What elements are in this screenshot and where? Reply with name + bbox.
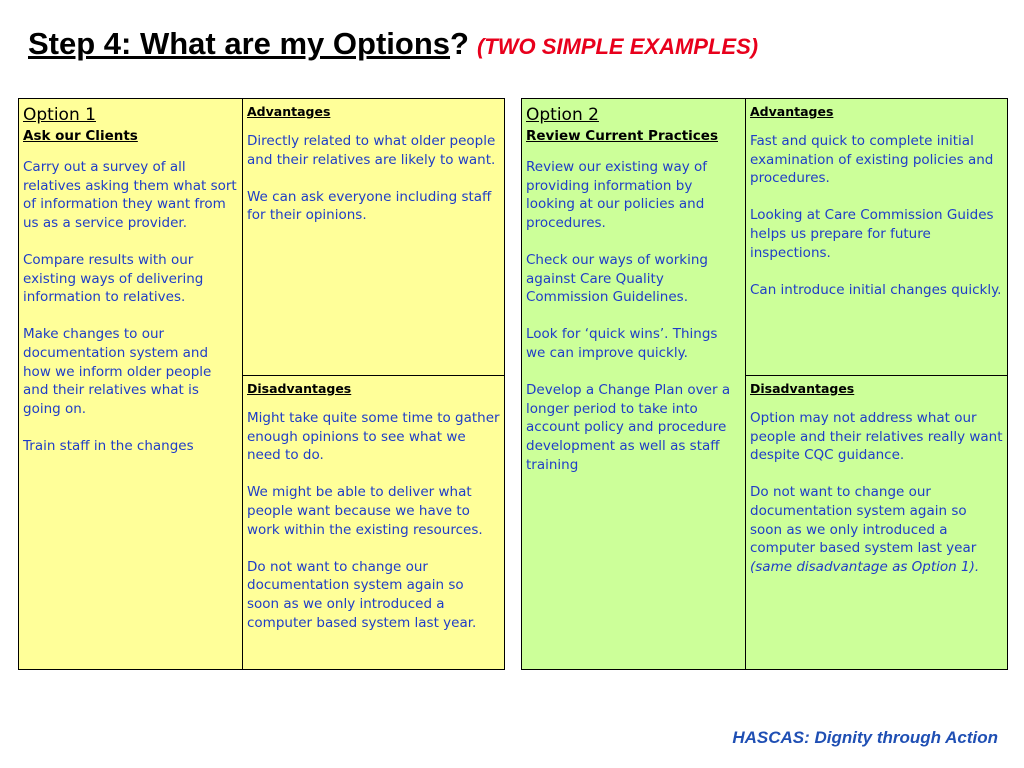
option-1-description-item: Carry out a survey of all relatives asking them what sort of information they want from us as a service provider. <box>23 159 237 231</box>
option-1-description-item: Compare results with our existing ways of delivering information to relatives. <box>23 251 204 306</box>
option-2-description-column <box>522 99 746 669</box>
option-2-description-item: Look for ‘quick wins’. Things we can improve quickly. <box>526 326 718 361</box>
footer-tagline: HASCAS: Dignity through Action <box>732 728 998 747</box>
option-2-advantages-label: Advantages <box>750 104 834 119</box>
option-1-heading: Option 1 <box>23 105 96 125</box>
option-2-advantage-item: Fast and quick to complete initial examination of existing policies and procedures. <box>750 133 994 187</box>
option-2-disadvantage-text: Do not want to change our documentation system again so soon as we only introduced a computer based system last year <box>750 484 977 557</box>
option-1-description-item: Train staff in the changes <box>23 437 194 454</box>
option-2-disadvantage-note: (same disadvantage as Option 1). <box>750 558 980 575</box>
option-1-disadvantage-item: We might be able to deliver what people want because we have to work within the existing resources. <box>247 484 483 538</box>
option-2-description-item: Check our ways of working against Care Quality Commission Guidelines. <box>526 251 708 306</box>
option-2-advantage-item: Looking at Care Commission Guides helps us prepare for future inspections. <box>750 207 994 261</box>
title-question-mark: ? <box>450 26 469 61</box>
option-1-subheading: Ask our Clients <box>23 128 138 144</box>
slide-title <box>28 26 758 62</box>
option-1-disadvantages-cell <box>243 376 504 669</box>
option-2-advantages-cell <box>746 99 1007 376</box>
option-2-panel <box>521 98 1008 670</box>
option-1-advantage-item: Directly related to what older people and their relatives are likely to want. <box>247 133 496 168</box>
title-subtitle: (TWO SIMPLE EXAMPLES) <box>476 34 759 59</box>
option-1-advantages-cell <box>243 99 504 376</box>
option-1-disadvantage-item: Do not want to change our documentation system again so soon as we only introduced a computer based system last year. <box>247 558 477 631</box>
option-2-disadvantages-cell <box>746 376 1007 669</box>
option-2-advantage-item: Can introduce initial changes quickly. <box>750 281 1002 298</box>
option-2-disadvantages-label: Disadvantages <box>750 381 855 396</box>
option-1-disadvantage-item: Might take quite some time to gather enough opinions to see what we need to do. <box>247 410 500 464</box>
option-1-description-column <box>19 99 243 669</box>
option-2-heading: Option 2 <box>526 105 599 125</box>
option-1-description-item: Make changes to our documentation system and how we inform older people and their relatives what is going on. <box>23 326 212 417</box>
option-1-advantages-label: Advantages <box>247 104 331 119</box>
option-2-description-item: Review our existing way of providing information by looking at our policies and procedures. <box>526 159 708 231</box>
option-1-advantage-item: We can ask everyone including staff for their opinions. <box>247 188 492 224</box>
title-main: Step 4: What are my Options <box>28 26 451 61</box>
option-1-pros-cons-column <box>243 99 504 669</box>
option-2-subheading: Review Current Practices <box>526 128 718 144</box>
option-1-panel <box>18 98 505 670</box>
option-2-pros-cons-column <box>746 99 1007 669</box>
option-2-disadvantage-item: Option may not address what our people and their relatives really want despite CQC guidance. <box>750 410 1003 464</box>
option-2-description-item: Develop a Change Plan over a longer period to take into account policy and procedure development as well as staff training <box>526 382 731 473</box>
option-1-disadvantages-label: Disadvantages <box>247 381 352 396</box>
option-2-disadvantage-item <box>750 483 1003 576</box>
